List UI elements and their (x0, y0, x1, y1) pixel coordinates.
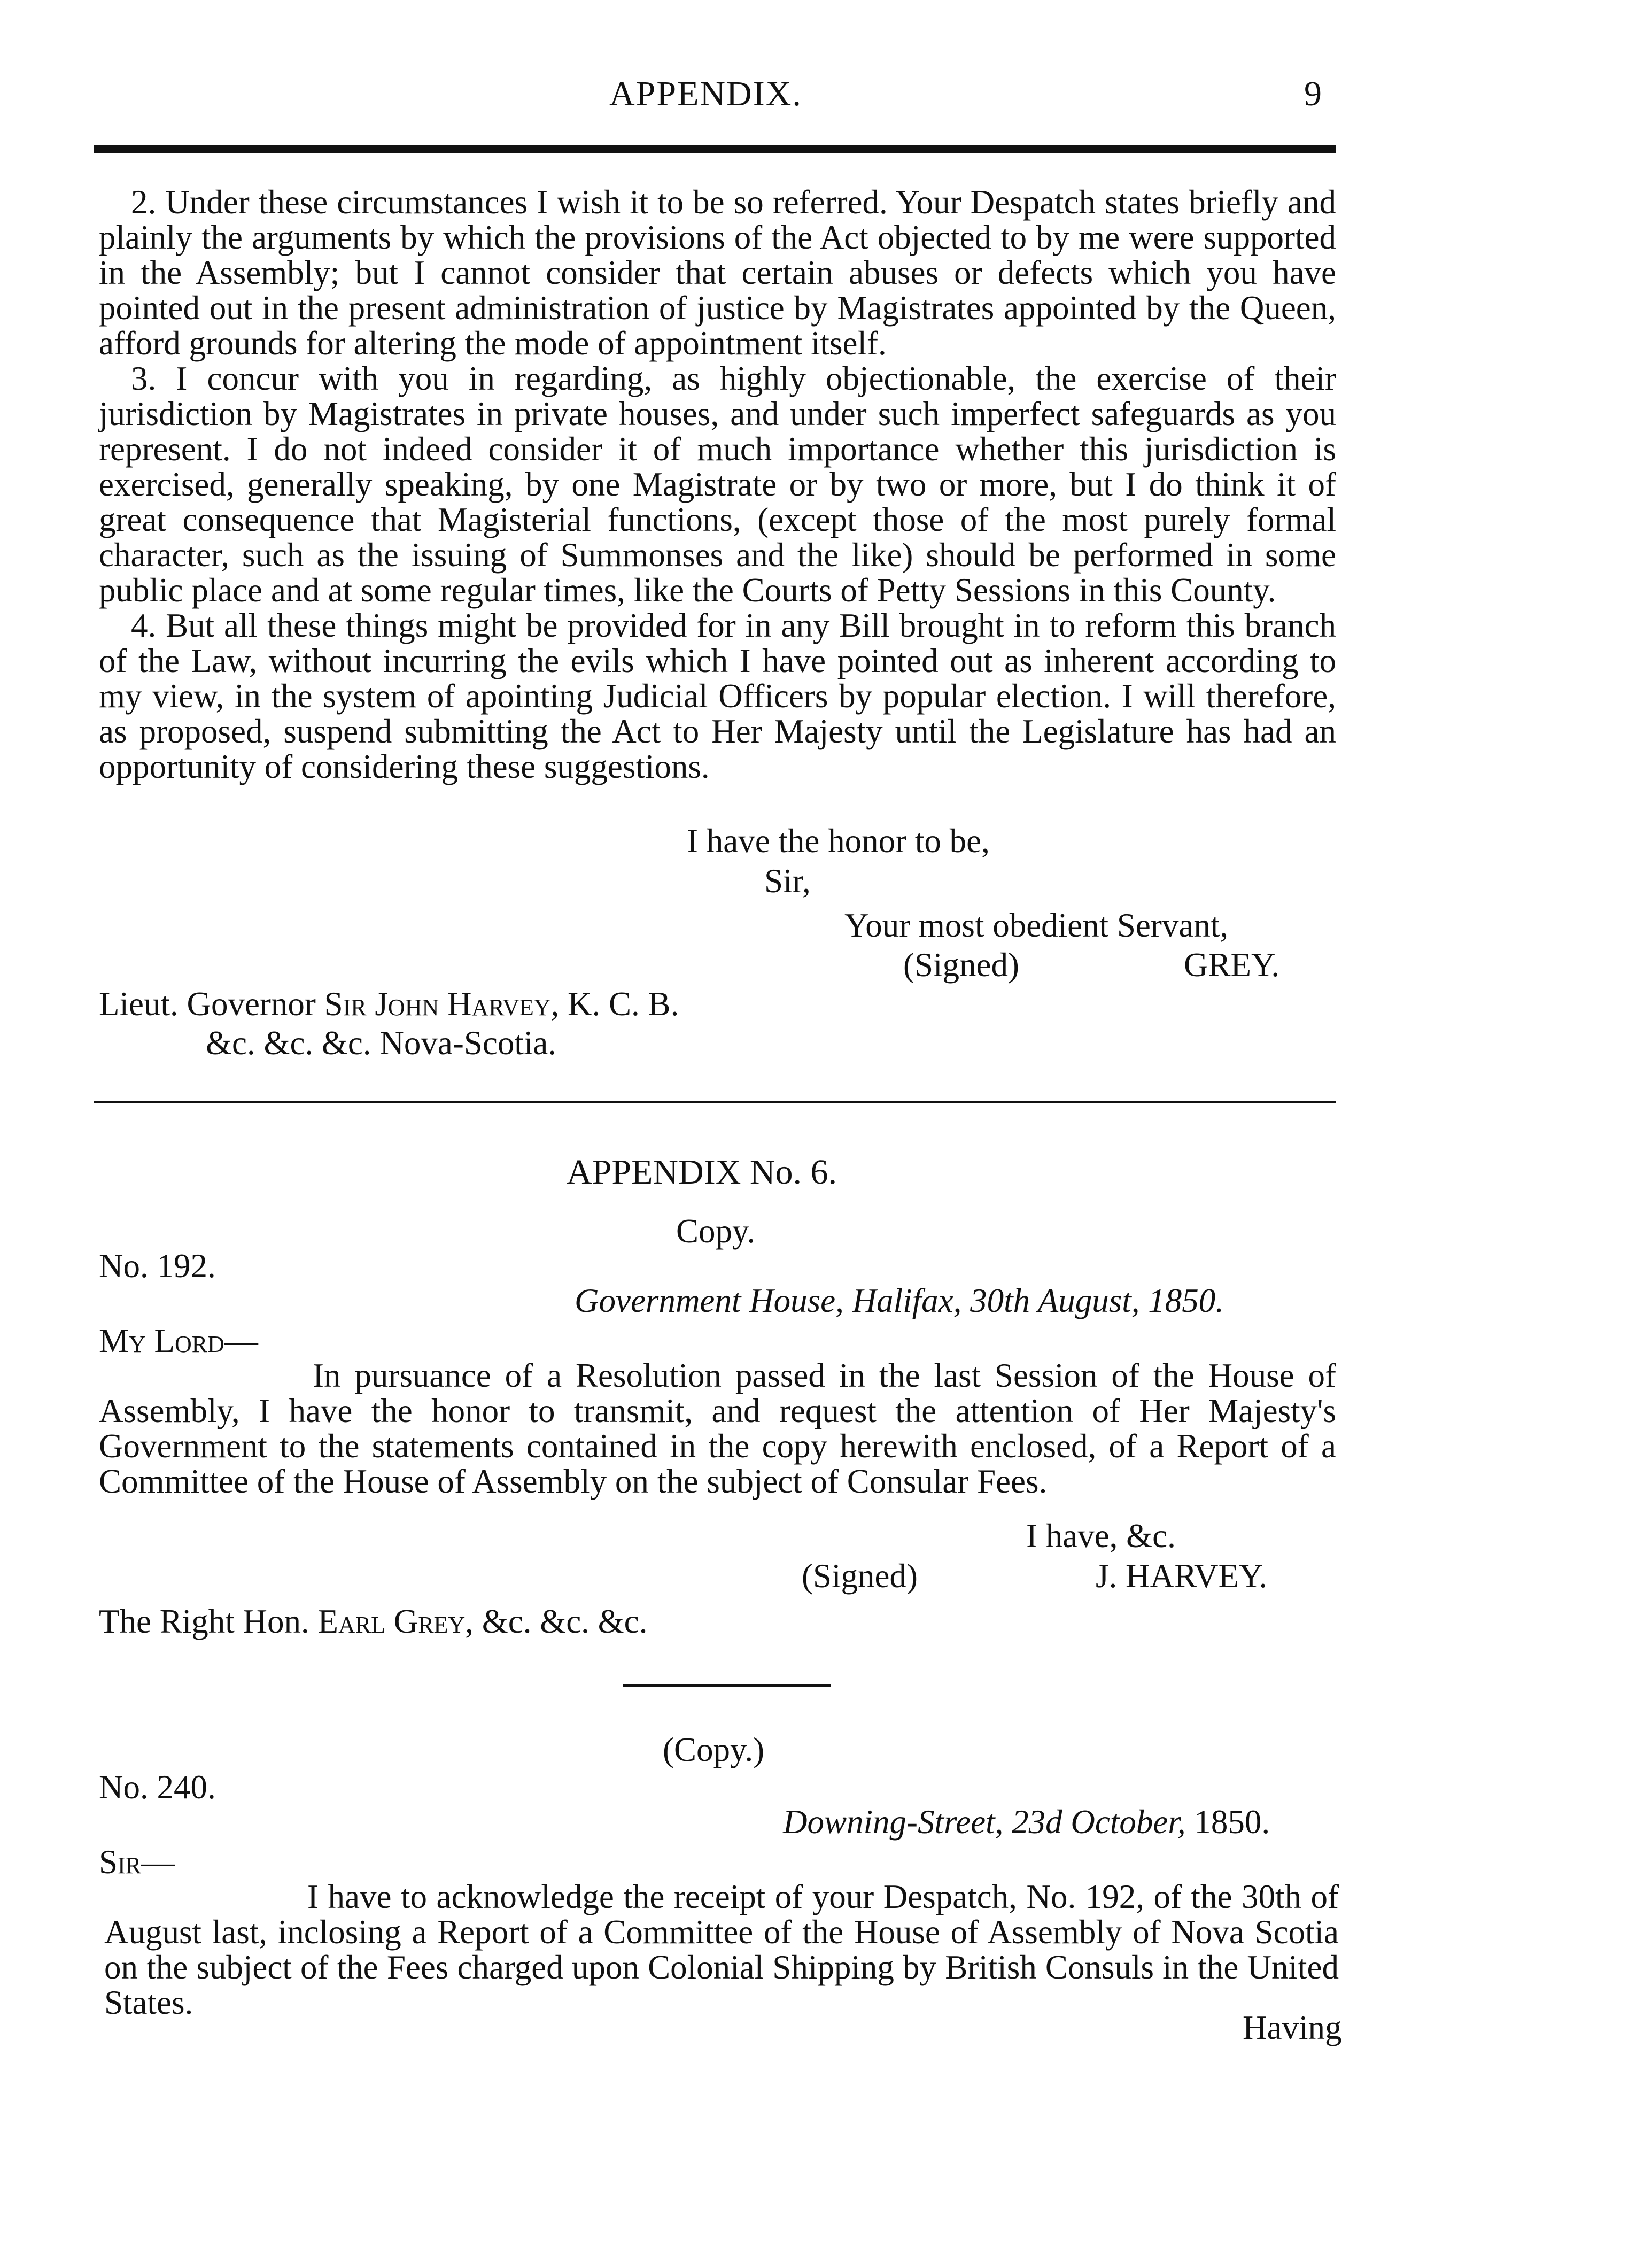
addressee-earl-grey (99, 1604, 647, 1639)
dateline-year-2: 1850. (1194, 1803, 1270, 1841)
section-divider (94, 1101, 1336, 1103)
appendix-heading: APPENDIX No. 6. (567, 1153, 837, 1192)
addressee-line2: &c. &c. &c. Nova-Scotia. (206, 1024, 557, 1062)
short-divider (623, 1684, 831, 1687)
paragraph-3: 3. I concur with you in regarding, as highly objectionable, the exercise of their jurisdiction by Magistrates in private houses, and under such imperfect safeguards as you represent. I do not indeed consider it of much importance whether this jurisdiction is exercised, generally speaking, by one Magistrate or by two or more, but I do think it of great consequence that Magisterial functions, (except those of the most purely formal character, such as the issuing of Summonses and the like) should be performed in some public place and at some regular times, like the Courts of Petty Sessions in this County. (99, 360, 1336, 609)
addressee-name: Sir John Harvey, (324, 985, 560, 1023)
closing-servant: Your most obedient Servant, (844, 907, 1229, 944)
dateline (575, 1283, 1224, 1318)
signed-label: (Signed) (903, 946, 1019, 984)
signer-grey: GREY. (1184, 946, 1280, 984)
dateline-place-2: Downing-Street, 23d October, (783, 1803, 1186, 1841)
closing-sir: Sir, (764, 862, 811, 900)
letter-number: No. 192. (99, 1247, 216, 1285)
closing-honor: I have the honor to be, (687, 822, 990, 860)
paragraph-2: 2. Under these circumstances I wish it to be so referred. Your Despatch states briefly and plainly the arguments by which the provisions of the Act objected to by me were supported in the Assembly; but I cannot consider that certain abuses or defects which you have pointed out in the present administration of justice by Magistrates appointed by the Queen, afford grounds for altering the mode of appointment itself. (99, 183, 1336, 362)
salutation-2: Sir— (99, 1843, 175, 1881)
header-rule (94, 145, 1336, 153)
appendix6-body: In pursuance of a Resolution passed in the last Session of the House of Assembly, I have the honor to transmit, and request the attention of Her Majesty's Government to the statements contained in the copy herewith enclosed, of a Report of a Committee of the House of Assembly on the subject of Consular Fees. (99, 1357, 1336, 1500)
signed-label-2: (Signed) (802, 1557, 918, 1595)
page-number: 9 (1304, 74, 1323, 113)
dateline-place: Government House, Halifax, (575, 1282, 962, 1319)
addressee-prefix-2: The Right Hon. (99, 1603, 309, 1640)
addressee-prefix: Lieut. Governor (99, 985, 316, 1023)
addressee-line1 (99, 986, 679, 1022)
letter1-body (99, 184, 1336, 784)
signer-harvey: J. HARVEY. (1096, 1557, 1268, 1595)
letter3-body: I have to acknowledge the receipt of your Despatch, No. 192, of the 30th of August last, inclosing a Report of a Committee of the House of Assembly of Nova Scotia on the subject of the Fees charged upon Colonial Shipping by British Consuls in the United States. (104, 1878, 1339, 2021)
copy-label: Copy. (676, 1212, 756, 1250)
dateline-2 (783, 1804, 1270, 1840)
addressee-suffix-2: &c. &c. &c. (482, 1603, 648, 1640)
running-head-title: APPENDIX. (609, 74, 802, 113)
closing-have: I have, &c. (1026, 1517, 1176, 1555)
paragraph-4: 4. But all these things might be provided for in any Bill brought in to reform this branch of the Law, without incurring the evils which I have pointed out as inherent according to my view, in the system of apointing Judicial Officers by popular election. I will therefore, as proposed, suspend submitting the Act to Her Majesty until the Legislature has had an opportunity of considering these suggestions. (99, 607, 1336, 785)
copy-label-2: (Copy.) (663, 1731, 765, 1768)
addressee-name-2: Earl Grey, (317, 1603, 474, 1640)
salutation: My Lord— (99, 1322, 258, 1359)
catchword: Having (1243, 2009, 1342, 2046)
letter-number-2: No. 240. (99, 1768, 216, 1806)
addressee-suffix: K. C. B. (568, 985, 679, 1023)
dateline-date: 30th August, 1850. (970, 1282, 1224, 1319)
